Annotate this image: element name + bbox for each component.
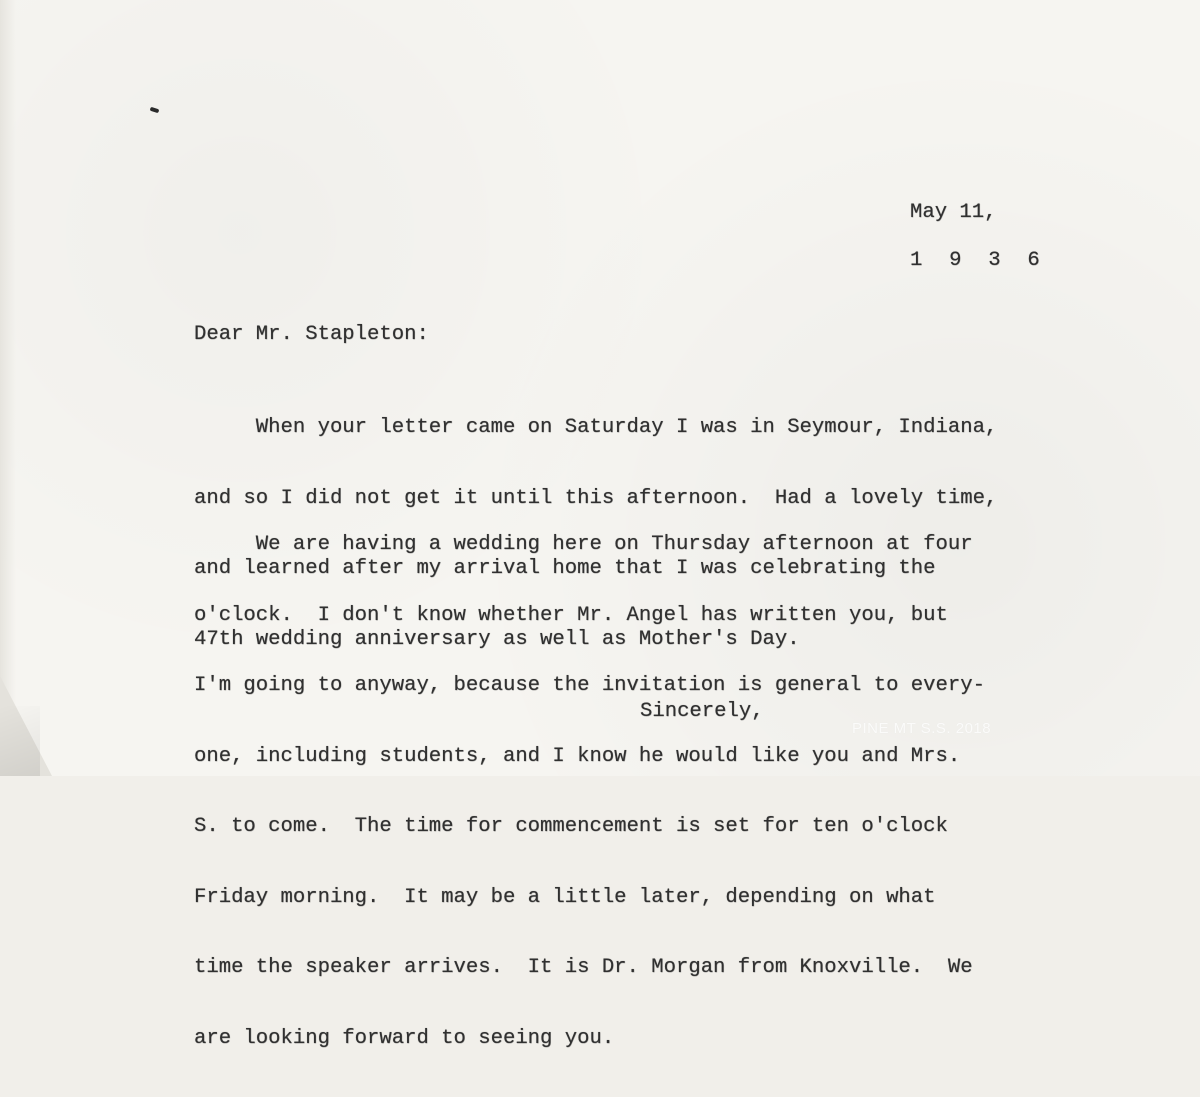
ink-speck [150, 107, 160, 114]
paragraph-line: o'clock. I don't know whether Mr. Angel has written you, but [194, 603, 948, 627]
paragraph-line: Friday morning. It may be a little later, depending on what [194, 885, 936, 909]
paper-left-edge [0, 0, 16, 776]
letter-date: May 11, [910, 201, 997, 224]
paragraph-line: S. to come. The time for commencement is set for ten o'clock [194, 815, 948, 838]
paragraph-line: We are having a wedding here on Thursday afternoon at four [194, 533, 973, 556]
paragraph-line: 47th wedding anniversary as well as Mother's Day. [194, 627, 800, 651]
watermark: PINE MT S.S. 2018 [852, 720, 992, 737]
paragraph-line: time the speaker arrives. It is Dr. Morgan from Knoxville. We [194, 956, 973, 979]
letter-year: 1 9 3 6 [910, 249, 1047, 272]
paragraph-line: are looking forward to seeing you. [194, 1026, 615, 1050]
paragraph-line: and learned after my arrival home that I was celebrating the [194, 557, 936, 580]
folded-corner-shadow [0, 706, 40, 776]
letter-paragraph-2 [194, 486, 1134, 1097]
paragraph-line: I'm going to anyway, because the invitation is general to every- [194, 674, 985, 697]
letter-closing: Sincerely, [640, 700, 764, 723]
paragraph-line: one, including students, and I know he would like you and Mrs. [194, 744, 961, 768]
letter-salutation: Dear Mr. Stapleton: [194, 323, 429, 346]
paragraph-line: and so I did not get it until this afternoon. Had a lovely time, [194, 486, 998, 510]
paragraph-line: When your letter came on Saturday I was in Seymour, Indiana, [194, 416, 998, 439]
